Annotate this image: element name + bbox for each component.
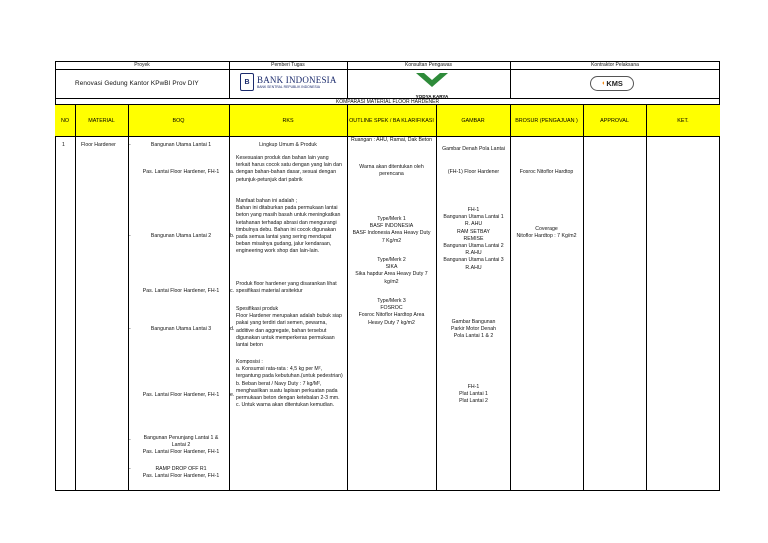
boq-dash-8: - [129,466,131,472]
col-line-7 [583,104,584,491]
rks-marker-c: c. [230,288,235,294]
col-line-1 [75,104,76,491]
boq-dash-5: - [129,326,131,332]
boq-dash-3: - [129,233,131,239]
col-line-8 [646,104,647,491]
bi-emblem-icon: B [240,73,254,91]
konsultan-label: Konsultan Pengawas [405,62,452,68]
outline-merk-1: Type/Merk 1 BASF INDONESIA BASF Indonesia Area Heavy Duty 7 Kg/m2 [352,216,431,244]
gambar-denah: Gambar Denah Pola Lantai [442,146,505,152]
brosur-coverage: Coverage Nitoflor Hardtop : 7 Kg/m2 [516,226,577,240]
col-header-ket: KET. [677,117,689,124]
yodya-karya-logo [412,71,452,97]
rks-text-b: Manfaat bahan ini adalah ; Bahan ini ditaburkan pada permukaan lantai beton yang masih basah untuk meningkatkan ketahanan terhadap abrasi dan mengurangi timbulnya debu. Bahan ini cocok digunakan pada semua lantai yang sering mendapat beban misalnya gudang, jalur kendaraan, engineering work shop dan lain-lain. [236,198,341,255]
rks-text-c: Produk floor hardener yang disarankan lihat spesifikasi material arsitektur [236,281,337,295]
col-line-3 [229,104,230,491]
proyek-label: Proyek [134,62,150,68]
row-material: Floor Hardener [81,142,116,148]
kontraktor-label: Kontraktor Pelaksana [591,62,639,68]
outline-merk-2: Type/Merk 2 SIKA Sika hapdur Area Heavy Duty 7 kg/m2 [355,257,428,285]
table-title: KOMPARASI MATERIAL FLOOR HARDENER [335,99,440,105]
outline-merk-3: Type/Merk 3 FOSROC Fosroc Nitoflor Hardtop Area Heavy Duty 7 kg/m2 [358,298,425,326]
label-row-divider [55,69,720,70]
boq-dash-7: - [129,437,131,443]
boq-item-4: Pas. Lantai Floor Hardener, FH-1 [142,288,220,294]
col-header-rks: RKS [282,117,294,124]
col-header-no: NO [60,117,70,124]
rks-title: Lingkup Umum & Produk [259,142,317,148]
rks-text-d: Spesifikasi produk Floor Hardener merupakan adalah bubuk siap pakai yang terdiri dari semen, pewarna, additive dan aggregate, bahan tersebut digunakan untuk memperkeras permukaan lantai beton [236,306,342,349]
col-header-boq: BOQ [172,117,185,124]
boq-item-2: Pas. Lantai Floor Hardener, FH-1 [142,169,220,175]
boq-item-3: Bangunan Utama Lantai 2 [150,233,212,239]
kms-logo-text: KMS [606,79,623,88]
rks-marker-a: a. [230,169,235,175]
boq-item-7: Bangunan Penunjang Lantai 1 & Lantai 2 Pas. Lantai Floor Hardener, FH-1 [142,435,220,456]
rks-text-a: Kesesuaian produk dan bahan lain yang terkait harus cocok satu dengan yang lain dan dengan bahan-bahan dasar, sesuai dengan petunjuk-petunjuk dari pabrik [236,155,342,183]
rks-marker-b: b. [230,233,235,239]
bi-logo-text: BANK INDONESIA [257,75,337,85]
col-line-6 [510,104,511,491]
col-header-gambar: GAMBAR [461,117,485,124]
bi-logo-subtext: BANK SENTRAL REPUBLIK INDONESIA [257,85,320,89]
col-header-outline: OUTLINE SPEK / BA KLARIFIKASI [349,117,434,124]
yodya-emblem-icon [412,71,452,89]
project-name: Renovasi Gedung Kantor KPwBI Prov DIY [75,80,199,87]
col-line-2 [128,104,129,491]
boq-item-5: Bangunan Utama Lantai 3 [150,326,212,332]
kms-logo [590,76,634,91]
row-no: 1 [62,142,65,148]
rks-marker-e: e. [230,392,235,398]
outline-ruangan: Ruangan : AHU, Ramai, Dak Beton [350,137,433,143]
gambar-fh1: (FH-1) Floor Hardener [447,169,500,175]
col-header-material: MATERIAL [88,117,115,124]
rks-text-e: Komposisi : a. Konsumsi rata-rata : 4,5 kg per M², tergantung pada kebutuhan.(untuk pedestrian) b. Beban berat / Navy Duty : 7 kg/M², menghasilkan suatu lapisan perkuatan pada permukaan beton dengan ketebalan 2-3 mm. c. Untuk warna akan ditentukan kemudian. [236,359,343,409]
gambar-plat: FH-1 Plat Lantai 1 Plat Lantai 2 [459,384,488,405]
col-line-4 [347,104,348,491]
yodya-logo-text: YODYA KARYA [415,94,449,99]
pemberi-tugas-label: Pemberi Tugas [271,62,305,68]
col-header-brosur: BROSUR (PENGAJUAN ) [515,117,578,124]
brosur-produk: Fosroc Nitoflor Hardtop [519,169,574,175]
boq-item-6: Pas. Lantai Floor Hardener, FH-1 [142,392,220,398]
col-header-approval: APPROVAL [600,117,629,124]
kms-swoosh-icon: ◖ [601,80,606,87]
bank-indonesia-logo [240,73,337,91]
outline-warna: Warna akan ditentukan oleh perencana [359,164,424,178]
gambar-lokasi: FH-1 Bangunan Utama Lantai 1 R. AHU RAM SETBAY REMISE Bangunan Utama Lantai 2 R.AHU Bangunan Utama Lantai 3 R.AHU [443,207,504,271]
col-line-5 [436,104,437,491]
boq-item-1: Bangunan Utama Lantai 1 [150,142,212,148]
boq-item-8: RAMP DROP OFF R1 Pas. Lantai Floor Hardener, FH-1 [142,466,220,480]
boq-dash-1: - [129,142,131,148]
rks-marker-d: d. [230,326,235,332]
gambar-parkir: Gambar Bangunan Parkir Motor Denah Pola Lantai 1 & 2 [451,319,496,340]
